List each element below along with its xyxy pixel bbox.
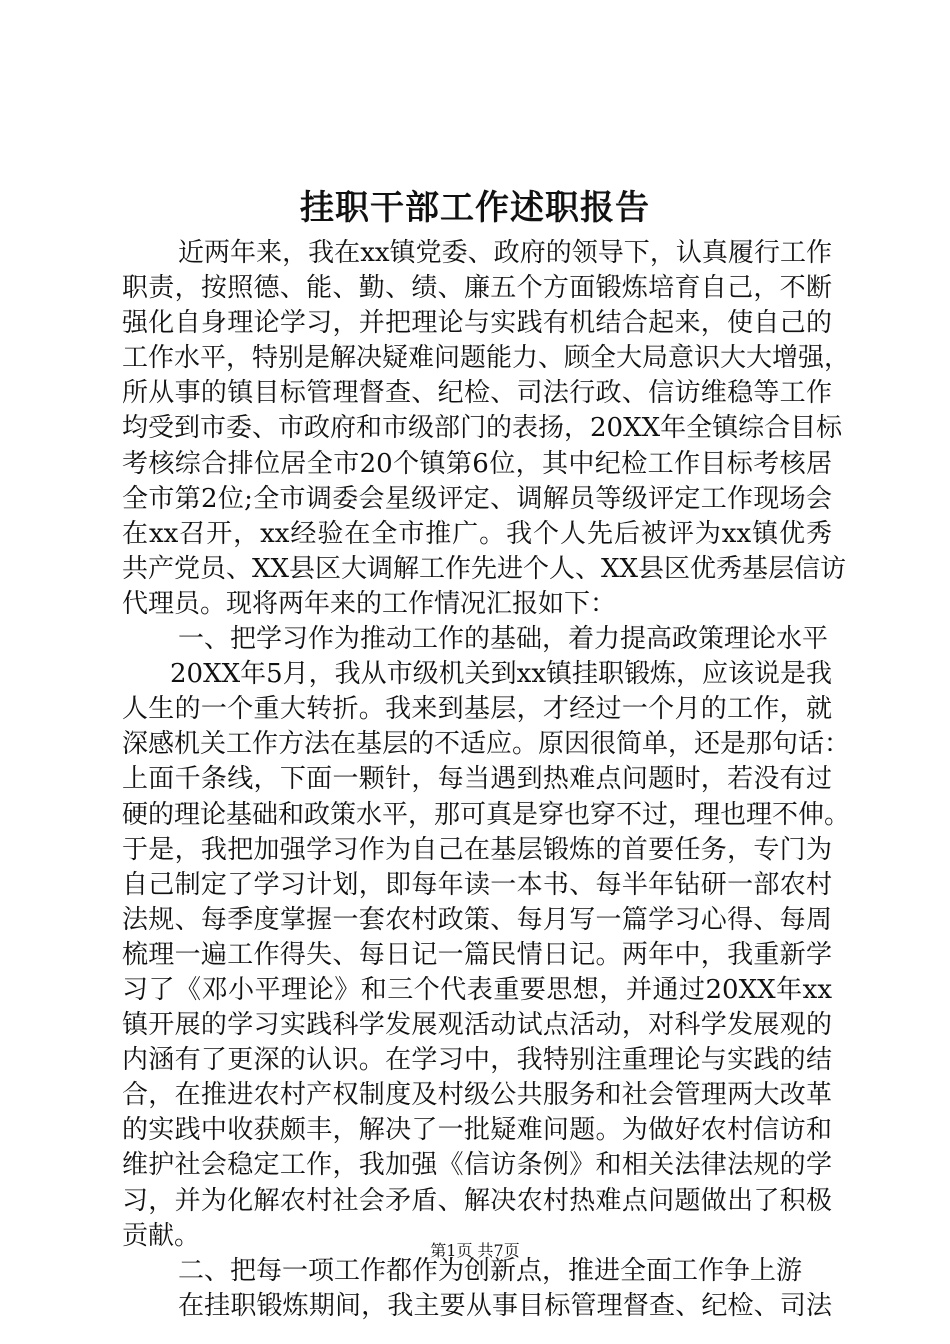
paragraph-line: 人生的一个重大转折。我来到基层，才经过一个月的工作，就 [122,694,832,725]
paragraph-line: 工作水平，特别是解决疑难问题能力、顾全大局意识大大增强， [122,343,851,374]
paragraph-line: 于是，我把加强学习作为自己在基层锻炼的首要任务，专门为 [122,834,832,865]
paragraph-line: 上面千条线，下面一颗针，每当遇到热难点问题时，若没有过 [122,764,832,795]
paragraph-line: 合，在推进农村产权制度及村级公共服务和社会管理两大改革 [122,1080,832,1111]
paragraph-line: 内涵有了更深的认识。在学习中，我特别注重理论与实践的结 [122,1045,832,1076]
page-number: 第1页 共7页 [430,1241,520,1260]
paragraph-line: 自己制定了学习计划，即每年读一本书、每半年钻研一部农村 [122,869,832,900]
paragraph-line: 深感机关工作方法在基层的不适应。原因很简单，还是那句话： [122,729,851,760]
paragraph-line: 20XX年5月，我从市级机关到xx镇挂职锻炼，应该说是我 [170,659,832,690]
paragraph-line: 代理员。现将两年来的工作情况汇报如下： [122,588,617,619]
paragraph-line: 梳理一遍工作得失、每日记一篇民情日记。两年中，我重新学 [122,939,832,970]
document-title: 挂职干部工作述职报告 [300,188,650,228]
paragraph-line: 强化自身理论学习，并把理论与实践有机结合起来，使自己的 [122,308,832,339]
paragraph-line: 习了《邓小平理论》和三个代表重要思想，并通过20XX年xx [122,974,832,1005]
paragraph-line: 镇开展的学习实践科学发展观活动试点活动，对科学发展观的 [122,1010,832,1041]
paragraph-line: 习，并为化解农村社会矛盾、解决农村热难点问题做出了积极 [122,1185,832,1216]
paragraph-line: 法规、每季度掌握一套农村政策、每月写一篇学习心得、每周 [122,904,832,935]
paragraph-line: 硬的理论基础和政策水平，那可真是穿也穿不过，理也理不伸。 [122,799,851,830]
paragraph-line: 在挂职锻炼期间，我主要从事目标管理督查、纪检、司法 [178,1290,832,1321]
paragraph-line: 均受到市委、市政府和市级部门的表扬，20XX年全镇综合目标 [122,413,843,444]
paragraph-line: 的实践中收获颇丰，解决了一批疑难问题。为做好农村信访和 [122,1115,832,1146]
paragraph-line: 在xx召开，xx经验在全市推广。我个人先后被评为xx镇优秀 [122,518,832,549]
paragraph-line: 全市第2位;全市调委会星级评定、调解员等级评定工作现场会 [122,483,832,514]
paragraph-line: 职责，按照德、能、勤、绩、廉五个方面锻炼培育自己，不断 [122,273,832,304]
paragraph-line: 考核综合排位居全市20个镇第6位，其中纪检工作目标考核居 [122,448,832,479]
paragraph-line: 所从事的镇目标管理督查、纪检、司法行政、信访维稳等工作 [122,378,832,409]
paragraph-line: 共产党员、XX县区大调解工作先进个人、XX县区优秀基层信访 [122,553,847,584]
section-heading: 二、把每一项工作都作为创新点，推进全面工作争上游 [178,1255,803,1286]
paragraph-line: 维护社会稳定工作，我加强《信访条例》和相关法律法规的学 [122,1150,832,1181]
paragraph-line: 贡献。 [122,1220,201,1251]
section-heading: 一、把学习作为推动工作的基础，着力提高政策理论水平 [178,624,829,655]
paragraph-line: 近两年来，我在xx镇党委、政府的领导下，认真履行工作 [178,238,832,268]
document-body [122,236,851,1324]
